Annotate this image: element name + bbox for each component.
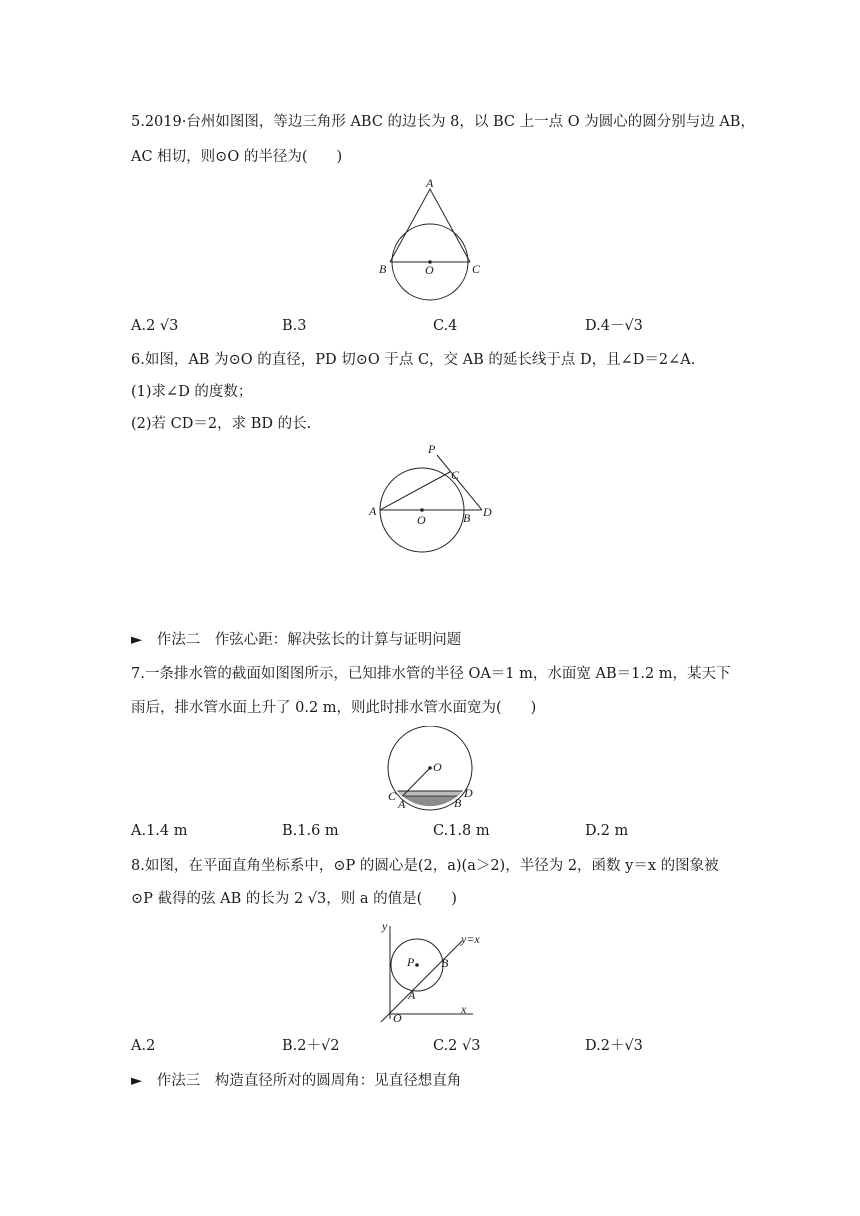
q8-text-line2: ⊙P 截得的弦 AB 的长为 2 √3，则 a 的值是( ) — [131, 891, 457, 907]
q8-option-c: C.2 √3 — [433, 1038, 481, 1054]
q8-text-line1: 8.如图，在平面直角坐标系中，⊙P 的圆心是(2，a)(a＞2)，半径为 2，函数 y＝x 的图象被 — [131, 858, 719, 874]
q7-label-d: D — [464, 786, 473, 800]
q5-text-line2: AC 相切，则⊙O 的半径为( ) — [131, 149, 343, 165]
q8-option-d: D.2＋√3 — [585, 1038, 643, 1054]
q7-option-b: B.1.6 m — [282, 823, 339, 839]
q8-label-y: y — [382, 919, 388, 933]
q7-figure-pipe-section — [380, 726, 480, 814]
q5-label-b: B — [379, 262, 387, 276]
q8-figure-coordinate-circle — [370, 916, 500, 1026]
q6-figure-tangent-circle — [365, 440, 505, 556]
q8-label-o: O — [393, 1011, 402, 1025]
q7-label-c: C — [388, 789, 397, 803]
q5-label-c: C — [472, 262, 481, 276]
q6-text-line1: 6.如图，AB 为⊙O 的直径，PD 切⊙O 于点 C，交 AB 的延长线于点 D，且∠D＝2∠A. — [131, 352, 696, 368]
q7-option-d: D.2 m — [585, 823, 629, 839]
q7-label-b: B — [454, 796, 462, 810]
q7-option-c: C.1.8 m — [433, 823, 490, 839]
q8-label-x: x — [461, 1002, 467, 1016]
q8-label-yx: y=x — [461, 932, 480, 946]
q7-label-o: O — [433, 760, 442, 774]
q8-option-a: A.2 — [131, 1038, 156, 1054]
q6-label-o: O — [417, 513, 426, 527]
q5-figure-triangle-circle — [370, 172, 500, 304]
q8-label-a: A — [408, 988, 416, 1002]
q6-label-p: P — [428, 442, 436, 456]
q5-text-line1: 5.2019·台州如图图，等边三角形 ABC 的边长为 8，以 BC 上一点 O 为圆心的圆分别与边 AB， — [131, 114, 755, 130]
q6-label-d: D — [483, 505, 492, 519]
q8-label-b: B — [441, 956, 449, 970]
q5-option-c: C.4 — [433, 318, 458, 334]
q8-option-b: B.2＋√2 — [282, 1038, 340, 1054]
section2-marker: ► — [131, 632, 143, 648]
q6-label-a: A — [369, 504, 377, 518]
section2-title: 作法二 作弦心距：解决弦长的计算与证明问题 — [156, 632, 462, 648]
q7-label-a: A — [398, 797, 406, 811]
q8-label-p: P — [407, 955, 415, 969]
q5-label-o: O — [425, 263, 434, 277]
section3-title: 作法三 构造直径所对的圆周角：见直径想直角 — [156, 1073, 462, 1089]
q6-label-c: C — [451, 468, 460, 482]
section2-heading — [131, 630, 461, 650]
q7-option-a: A.1.4 m — [131, 823, 188, 839]
q7-text-line1: 7.一条排水管的截面如图图所示，已知排水管的半径 OA＝1 m，水面宽 AB＝1.2 m，某天下 — [131, 666, 731, 682]
q6-label-b: B — [463, 511, 471, 525]
q6-text-part1: (1)求∠D 的度数； — [131, 384, 253, 400]
q5-option-d: D.4－√3 — [585, 318, 643, 334]
q5-option-a: A.2 √3 — [131, 318, 179, 334]
q7-text-line2: 雨后，排水管水面上升了 0.2 m，则此时排水管水面宽为( ) — [131, 700, 537, 716]
q6-text-part2: (2)若 CD＝2，求 BD 的长. — [131, 416, 312, 432]
q5-label-a: A — [426, 176, 434, 190]
section3-marker: ► — [131, 1073, 143, 1089]
section3-heading — [131, 1071, 461, 1091]
q5-option-b: B.3 — [282, 318, 307, 334]
